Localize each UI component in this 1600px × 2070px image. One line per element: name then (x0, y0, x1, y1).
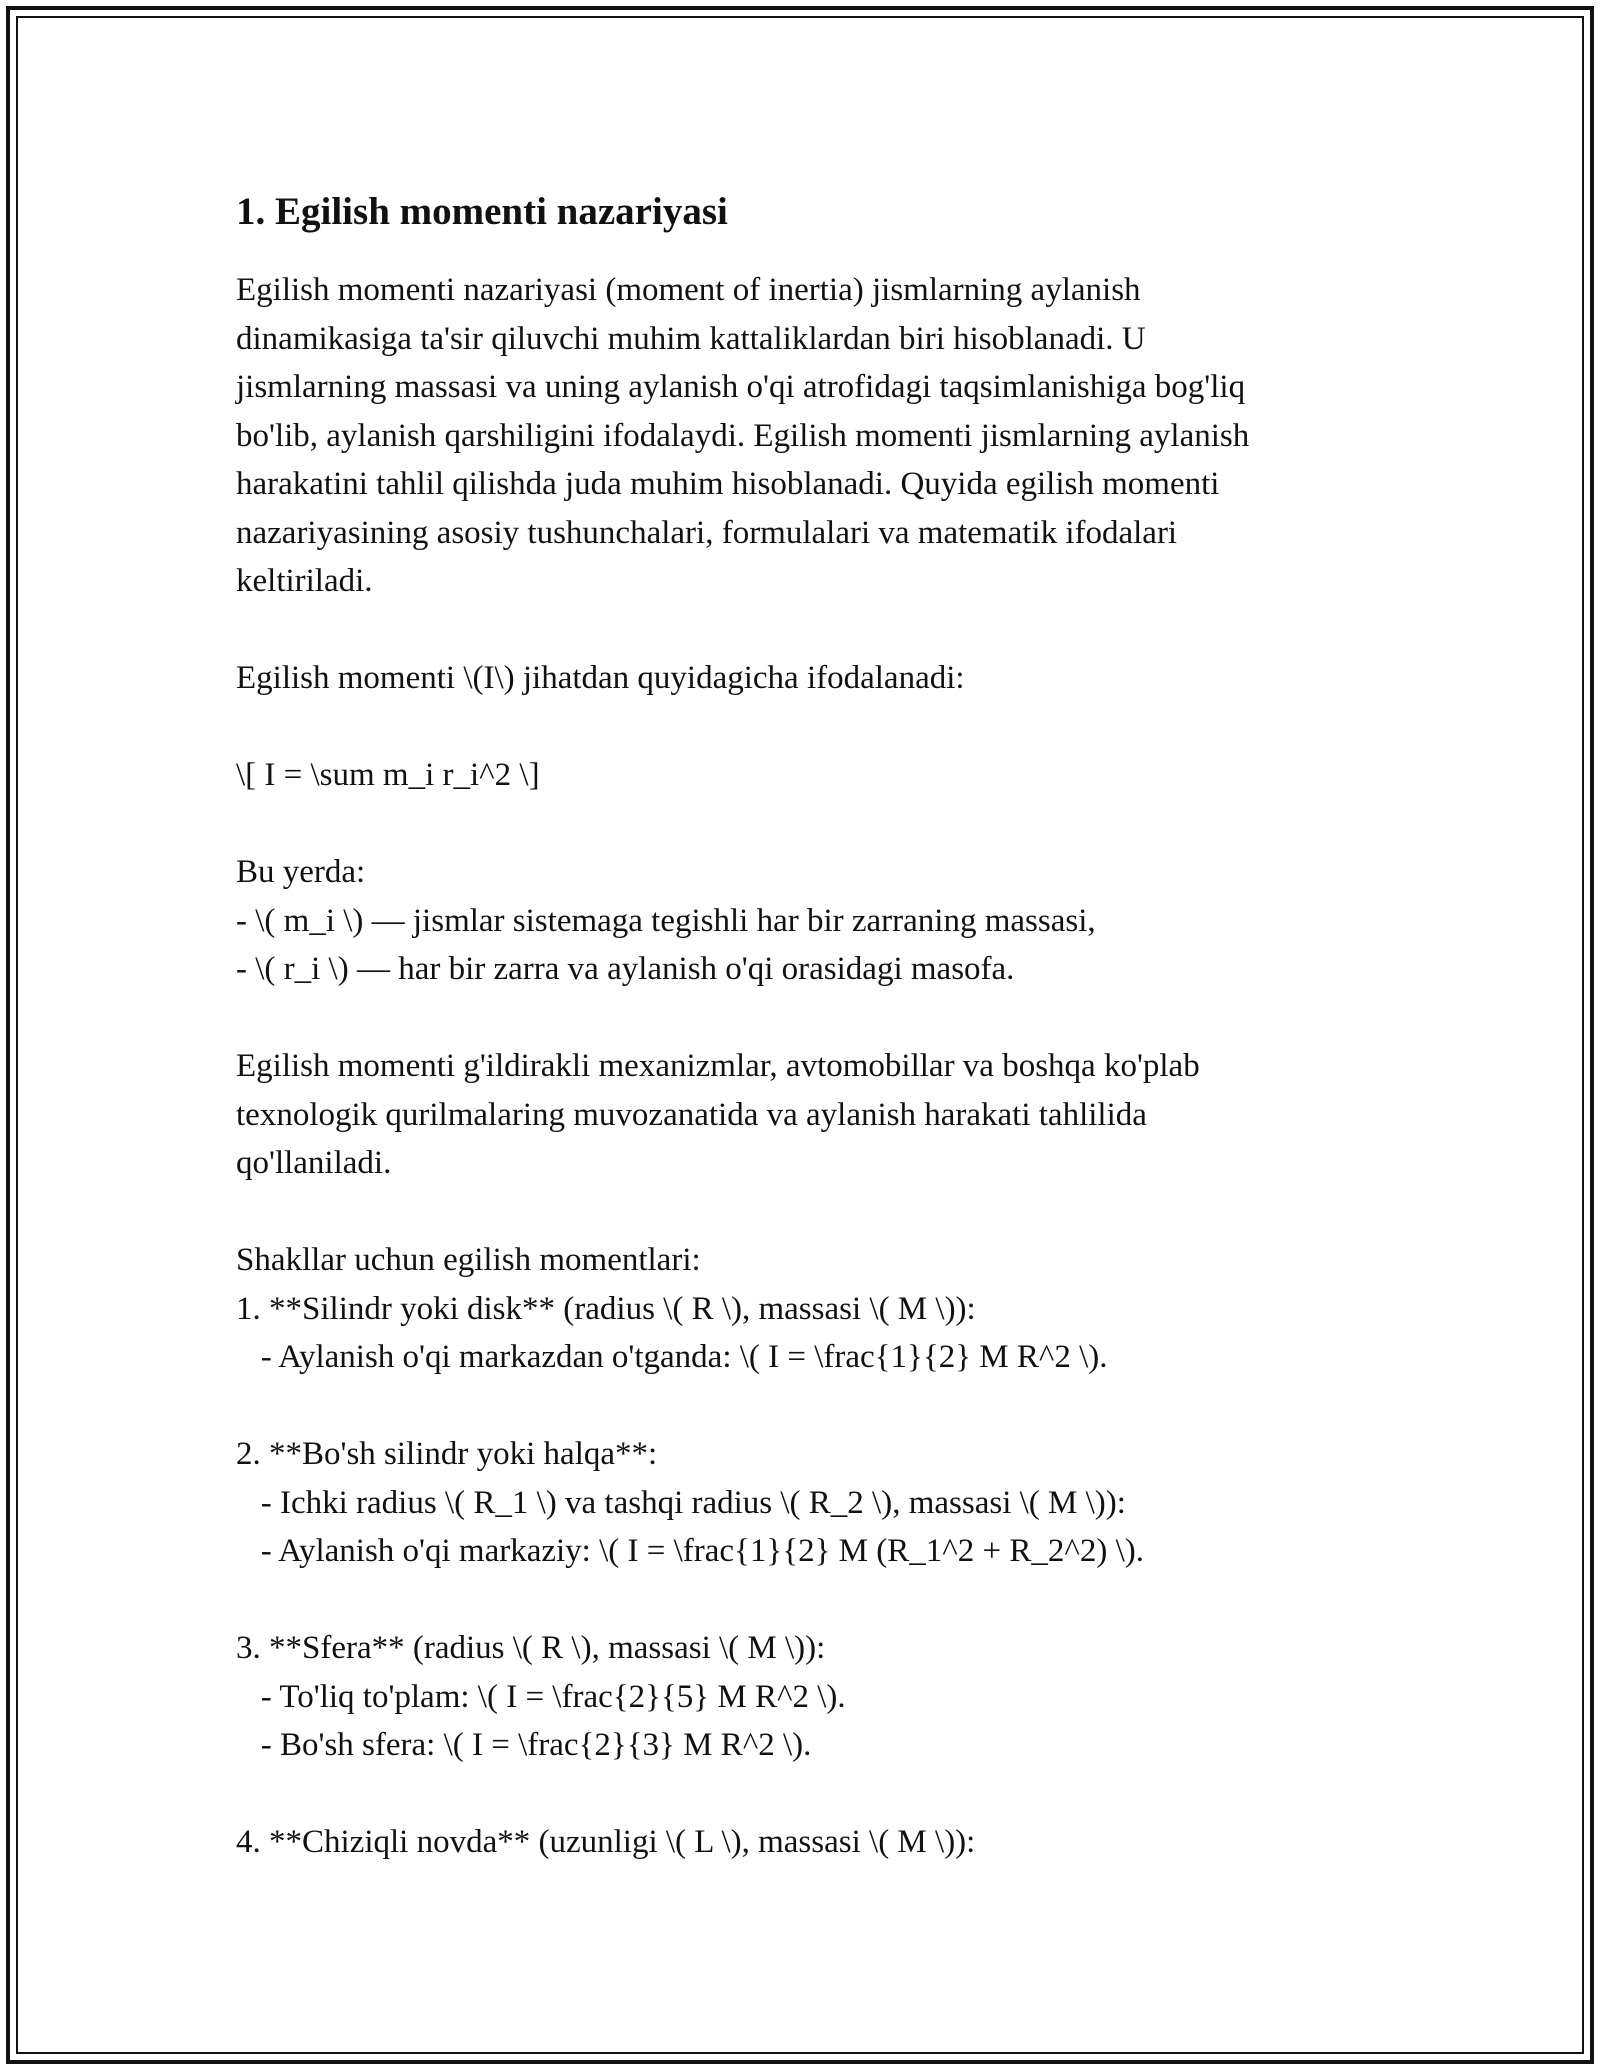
spacer (236, 1382, 1376, 1431)
usage-paragraph (236, 1042, 1376, 1188)
shape-line: - Aylanish o'qi markazdan o'tganda: \( I = \frac{1}{2} M R^2 \). (236, 1339, 1108, 1375)
spacer (236, 1770, 1376, 1819)
formula-intro: Egilish momenti \(I\) jihatdan quyidagicha ifodalanadi: (236, 660, 965, 696)
section-heading: 1. Egilish momenti nazariyasi (236, 190, 728, 233)
shape-line: - Bo'sh sfera: \( I = \frac{2}{3} M R^2 \). (236, 1727, 812, 1763)
shape-item-rod (236, 1818, 1376, 1867)
shape-line: - To'liq to'plam: \( I = \frac{2}{5} M R^2 \). (236, 1678, 846, 1715)
usage-line: Egilish momenti g'ildirakli mexanizmlar, avtomobillar va boshqa ko'plab (236, 1048, 1200, 1084)
intro-paragraph (236, 266, 1376, 606)
shape-line: 4. **Chiziqli novda** (uzunligi \( L \), massasi \( M \)): (236, 1824, 976, 1860)
main-formula: \[ I = \sum m_i r_i^2 \] (236, 757, 540, 793)
spacer (236, 994, 1376, 1043)
intro-line: harakatini tahlil qilishda juda muhim hisoblanadi. Quyida egilish momenti (236, 466, 1220, 502)
where-line: - \( m_i \) — jismlar sistemaga tegishli har bir zarraning massasi, (236, 902, 1096, 939)
document-body (236, 186, 1376, 1867)
shape-line: - Ichki radius \( R_1 \) va tashqi radius \( R_2 \), massasi \( M \)): (236, 1484, 1126, 1521)
spacer (236, 1576, 1376, 1625)
shape-item-sphere (236, 1624, 1376, 1770)
intro-line: jismlarning massasi va uning aylanish o'qi atrofidagi taqsimlanishiga bog'liq (236, 369, 1246, 405)
intro-line: nazariyasining asosiy tushunchalari, formulalari va matematik ifodalari (236, 514, 1178, 551)
spacer (236, 800, 1376, 849)
usage-line: texnologik qurilmalaring muvozanatida va aylanish harakati tahlilida (236, 1096, 1147, 1133)
usage-line: qo'llaniladi. (236, 1145, 392, 1181)
intro-line: dinamikasiga ta'sir qiluvchi muhim kattaliklardan biri hisoblanadi. U (236, 320, 1146, 357)
shape-line: - Aylanish o'qi markaziy: \( I = \frac{1}{2} M (R_1^2 + R_2^2) \). (236, 1533, 1144, 1569)
intro-line: keltiriladi. (236, 563, 373, 599)
where-line: Bu yerda: (236, 854, 366, 890)
shape-item-cylinder (236, 1285, 1376, 1382)
shapes-intro: Shakllar uchun egilish momentlari: (236, 1242, 701, 1278)
spacer (236, 606, 1376, 655)
shape-item-hollow-cylinder (236, 1430, 1376, 1576)
where-line: - \( r_i \) — har bir zarra va aylanish o'qi orasidagi masofa. (236, 951, 1015, 987)
shape-line: 1. **Silindr yoki disk** (radius \( R \), massasi \( M \)): (236, 1290, 976, 1327)
spacer (236, 1188, 1376, 1237)
where-block (236, 848, 1376, 994)
shape-line: 2. **Bo'sh silindr yoki halqa**: (236, 1436, 658, 1472)
intro-line: bo'lib, aylanish qarshiligini ifodalaydi. Egilish momenti jismlarning aylanish (236, 417, 1250, 454)
spacer (236, 703, 1376, 752)
shape-line: 3. **Sfera** (radius \( R \), massasi \( M \)): (236, 1630, 826, 1666)
intro-line: Egilish momenti nazariyasi (moment of inertia) jismlarning aylanish (236, 272, 1141, 308)
